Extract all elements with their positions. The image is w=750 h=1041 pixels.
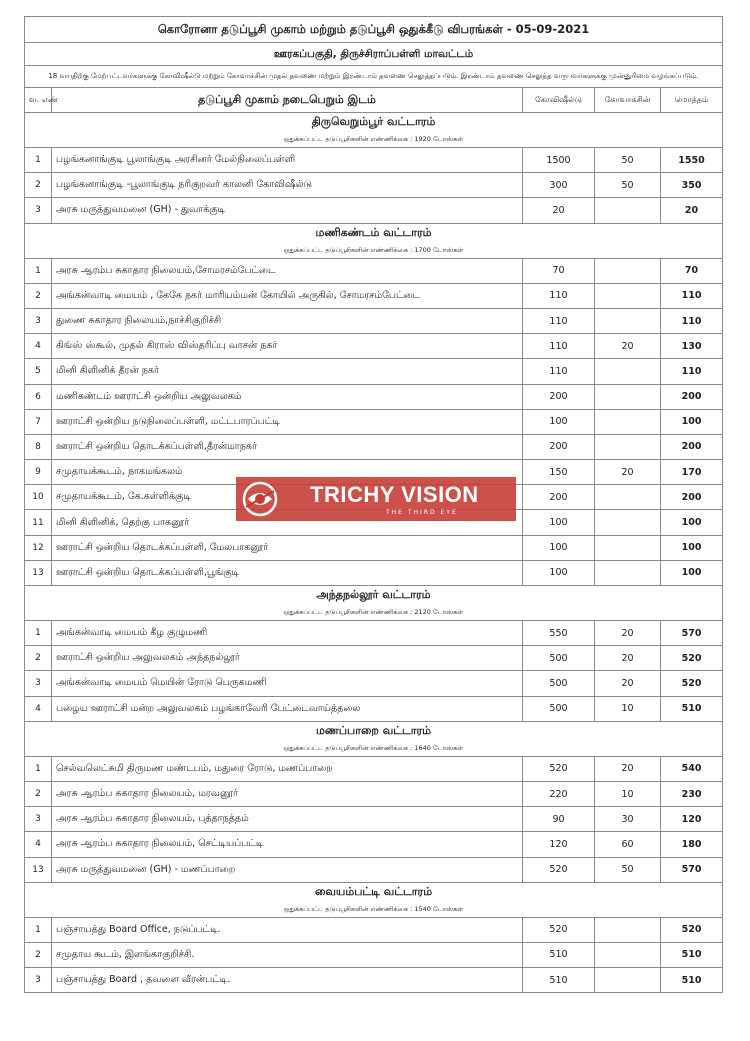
serial-number: 4 bbox=[25, 334, 52, 359]
block-name: வையம்பட்டி வட்டாரம் bbox=[25, 882, 723, 902]
serial-number: 7 bbox=[25, 409, 52, 434]
total-count: 100 bbox=[661, 409, 723, 434]
total-count: 520 bbox=[661, 917, 723, 942]
document-title: கொரோனா தடுப்பூசி முகாம் மற்றும் தடுப்பூசி ஒதுக்கீடு விபரங்கள் - 05-09-2021 bbox=[25, 17, 723, 43]
covaxin-count: 50 bbox=[595, 148, 661, 173]
covaxin-count bbox=[595, 409, 661, 434]
camp-location: சமுதாயக்கூடம், நாகமங்கலம் bbox=[52, 460, 523, 485]
covaxin-count bbox=[595, 535, 661, 560]
block-header-row bbox=[25, 882, 723, 902]
total-count: 100 bbox=[661, 560, 723, 585]
table-row bbox=[25, 148, 723, 173]
total-count: 100 bbox=[661, 510, 723, 535]
covaxin-count bbox=[595, 258, 661, 283]
covaxin-count: 20 bbox=[595, 334, 661, 359]
covishield-count: 100 bbox=[523, 535, 595, 560]
column-header-row bbox=[25, 88, 723, 113]
serial-number: 2 bbox=[25, 173, 52, 198]
camp-location: அரசு மருத்துவமனை (GH) - மணப்பாறை bbox=[52, 857, 523, 882]
table-row bbox=[25, 807, 723, 832]
covishield-count: 110 bbox=[523, 283, 595, 308]
serial-number: 3 bbox=[25, 968, 52, 993]
covishield-count: 150 bbox=[523, 460, 595, 485]
table-row bbox=[25, 968, 723, 993]
block-header-row bbox=[25, 586, 723, 606]
eye-logo-icon bbox=[242, 481, 278, 517]
camp-location: அரசு ஆரம்ப சுகாதார நிலையம்,சோமரசம்பேட்டை bbox=[52, 258, 523, 283]
table-row bbox=[25, 942, 723, 967]
column-header-covishield: கோவிஷீல்டு bbox=[523, 88, 595, 113]
block-allocation-row bbox=[25, 741, 723, 757]
covaxin-count bbox=[595, 434, 661, 459]
covaxin-count bbox=[595, 384, 661, 409]
covaxin-count bbox=[595, 917, 661, 942]
total-count: 200 bbox=[661, 434, 723, 459]
block-allocation-row bbox=[25, 605, 723, 621]
total-count: 120 bbox=[661, 807, 723, 832]
covaxin-count bbox=[595, 283, 661, 308]
serial-number: 11 bbox=[25, 510, 52, 535]
covaxin-count: 20 bbox=[595, 671, 661, 696]
block-allocation: ஒதுக்கப்பட்ட தடுப்பூசிகளின் எண்ணிக்கை : 1640 டோஸ்கள் bbox=[25, 741, 723, 757]
covishield-count: 100 bbox=[523, 560, 595, 585]
block-allocation-row bbox=[25, 132, 723, 148]
covishield-count: 220 bbox=[523, 781, 595, 806]
serial-number: 1 bbox=[25, 756, 52, 781]
block-header-row bbox=[25, 223, 723, 243]
watermark bbox=[236, 477, 516, 521]
table-row bbox=[25, 646, 723, 671]
covaxin-count: 10 bbox=[595, 781, 661, 806]
total-count: 570 bbox=[661, 857, 723, 882]
table-row bbox=[25, 621, 723, 646]
serial-number: 6 bbox=[25, 384, 52, 409]
camp-location: ஊராட்சி ஒன்றிய நடுநிலைப்பள்ளி, மட்டபாரப்பட்டி bbox=[52, 409, 523, 434]
table-row bbox=[25, 308, 723, 333]
total-count: 570 bbox=[661, 621, 723, 646]
camp-location: பஞ்சாயத்து Board , தவளை வீரன்பட்டி. bbox=[52, 968, 523, 993]
block-allocation: ஒதுக்கப்பட்ட தடுப்பூசிகளின் எண்ணிக்கை : 1920 டோஸ்கள் bbox=[25, 132, 723, 148]
covaxin-count: 20 bbox=[595, 756, 661, 781]
covishield-count: 520 bbox=[523, 917, 595, 942]
total-count: 70 bbox=[661, 258, 723, 283]
total-count: 1550 bbox=[661, 148, 723, 173]
table-row bbox=[25, 535, 723, 560]
camp-location: அரசு ஆரம்ப சுகாதார நிலையம், மரவனூர் bbox=[52, 781, 523, 806]
camp-location: அரசு ஆரம்ப சுகாதார நிலையம், செட்டியப்பட்டி bbox=[52, 832, 523, 857]
serial-number: 13 bbox=[25, 560, 52, 585]
covaxin-count bbox=[595, 942, 661, 967]
camp-location: ஊராட்சி ஒன்றிய தொடக்கப்பள்ளி,தீரன்மாநகர் bbox=[52, 434, 523, 459]
covaxin-count: 60 bbox=[595, 832, 661, 857]
total-count: 520 bbox=[661, 671, 723, 696]
covishield-count: 500 bbox=[523, 696, 595, 721]
camp-location: அரசு மருத்துவமனை (GH) - துவாக்குடி bbox=[52, 198, 523, 223]
serial-number: 3 bbox=[25, 807, 52, 832]
covaxin-count bbox=[595, 359, 661, 384]
serial-number: 5 bbox=[25, 359, 52, 384]
table-row bbox=[25, 781, 723, 806]
covaxin-count bbox=[595, 968, 661, 993]
table-row bbox=[25, 671, 723, 696]
camp-location: ஊராட்சி ஒன்றிய தொடக்கப்பள்ளி, மேலபாகனூர் bbox=[52, 535, 523, 560]
document-subtitle: ஊரகப்பகுதி, திருச்சிராப்பள்ளி மாவட்டம் bbox=[25, 43, 723, 66]
block-allocation: ஒதுக்கப்பட்ட தடுப்பூசிகளின் எண்ணிக்கை : 2120 டோஸ்கள் bbox=[25, 605, 723, 621]
covishield-count: 90 bbox=[523, 807, 595, 832]
camp-location: ஊராட்சி ஒன்றிய அலுவலகம் அந்தநல்லூர் bbox=[52, 646, 523, 671]
serial-number: 3 bbox=[25, 198, 52, 223]
total-count: 200 bbox=[661, 485, 723, 510]
table-row bbox=[25, 560, 723, 585]
block-allocation: ஒதுக்கப்பட்ட தடுப்பூசிகளின் எண்ணிக்கை : 1540 டோஸ்கள் bbox=[25, 902, 723, 918]
covishield-count: 510 bbox=[523, 968, 595, 993]
serial-number: 4 bbox=[25, 696, 52, 721]
camp-location: ஊராட்சி ஒன்றிய தொடக்கப்பள்ளி,பூங்குடி bbox=[52, 560, 523, 585]
camp-location: சமுதாயக்கூடம், கே.கள்ளிக்குடி bbox=[52, 485, 523, 510]
serial-number: 2 bbox=[25, 646, 52, 671]
serial-number: 2 bbox=[25, 942, 52, 967]
covishield-count: 550 bbox=[523, 621, 595, 646]
camp-location: பழங்கனாங்குடி பூலாங்குடி அரசினர் மேல்நிலைப்பள்ளி bbox=[52, 148, 523, 173]
column-header-covaxin: கோவாக்சின் bbox=[595, 88, 661, 113]
total-count: 170 bbox=[661, 460, 723, 485]
covishield-count: 510 bbox=[523, 942, 595, 967]
covaxin-count: 50 bbox=[595, 173, 661, 198]
block-name: மணப்பாறை வட்டாரம் bbox=[25, 721, 723, 741]
total-count: 230 bbox=[661, 781, 723, 806]
camp-location: செல்வலெட்சுமி திருமண மண்டபம், மதுரை ரோடு, மணப்பாறை bbox=[52, 756, 523, 781]
serial-number: 2 bbox=[25, 781, 52, 806]
total-count: 100 bbox=[661, 535, 723, 560]
total-count: 510 bbox=[661, 696, 723, 721]
column-header-sn: வ. எண் bbox=[25, 88, 52, 113]
camp-location: அரசு ஆரம்ப சுகாதார நிலையம், புத்தாநத்தம் bbox=[52, 807, 523, 832]
camp-location: பழைய ஊராட்சி மன்ற அலுவலகம் பழங்காவேரி பேட்டைவாய்த்தலை bbox=[52, 696, 523, 721]
block-allocation-row bbox=[25, 902, 723, 918]
table-row bbox=[25, 857, 723, 882]
block-header-row bbox=[25, 721, 723, 741]
camp-location: அங்கன்வாடி மையம் மெயின் ரோடு பெருகமணி bbox=[52, 671, 523, 696]
covishield-count: 1500 bbox=[523, 148, 595, 173]
covaxin-count: 20 bbox=[595, 621, 661, 646]
covishield-count: 300 bbox=[523, 173, 595, 198]
table-row bbox=[25, 832, 723, 857]
block-name: அந்தநல்லூர் வட்டாரம் bbox=[25, 586, 723, 606]
covaxin-count: 30 bbox=[595, 807, 661, 832]
covaxin-count: 20 bbox=[595, 460, 661, 485]
table-row bbox=[25, 258, 723, 283]
column-header-total: மொத்தம் bbox=[661, 88, 723, 113]
camp-location: துணை சுகாதார நிலையம்,நாச்சிகுறிச்சி bbox=[52, 308, 523, 333]
covishield-count: 200 bbox=[523, 485, 595, 510]
covaxin-count bbox=[595, 560, 661, 585]
camp-location: பஞ்சாயத்து Board Office, நடுப்பட்டி. bbox=[52, 917, 523, 942]
total-count: 180 bbox=[661, 832, 723, 857]
table-row bbox=[25, 409, 723, 434]
table-row bbox=[25, 434, 723, 459]
table-row bbox=[25, 384, 723, 409]
serial-number: 1 bbox=[25, 148, 52, 173]
watermark-brand: TRICHY VISION bbox=[310, 482, 479, 507]
camp-location: அங்கன்வாடி மையம் , கேகே நகர் மாரியம்மன் கோயில் அருகில், சோமரசம்பேட்டை bbox=[52, 283, 523, 308]
table-row bbox=[25, 756, 723, 781]
covishield-count: 500 bbox=[523, 671, 595, 696]
watermark-tagline: THE THIRD EYE bbox=[386, 509, 458, 516]
covishield-count: 110 bbox=[523, 334, 595, 359]
serial-number: 8 bbox=[25, 434, 52, 459]
block-allocation: ஒதுக்கப்பட்ட தடுப்பூசிகளின் எண்ணிக்கை : 1700 டோஸ்கள் bbox=[25, 243, 723, 259]
covishield-count: 100 bbox=[523, 409, 595, 434]
camp-location: பழங்கனாங்குடி -பூலாங்குடி நரிகுறவர் காலனி கோவிஷீல்டு bbox=[52, 173, 523, 198]
table-row bbox=[25, 198, 723, 223]
total-count: 510 bbox=[661, 942, 723, 967]
table-row bbox=[25, 696, 723, 721]
covishield-count: 20 bbox=[523, 198, 595, 223]
table-row bbox=[25, 917, 723, 942]
covishield-count: 200 bbox=[523, 434, 595, 459]
total-count: 110 bbox=[661, 283, 723, 308]
covishield-count: 520 bbox=[523, 756, 595, 781]
total-count: 200 bbox=[661, 384, 723, 409]
serial-number: 4 bbox=[25, 832, 52, 857]
total-count: 350 bbox=[661, 173, 723, 198]
covishield-count: 70 bbox=[523, 258, 595, 283]
column-header-place: தடுப்பூசி முகாம் நடைபெறும் இடம் bbox=[52, 88, 523, 113]
table-row bbox=[25, 359, 723, 384]
table-row bbox=[25, 334, 723, 359]
block-header-row bbox=[25, 113, 723, 133]
covishield-count: 520 bbox=[523, 857, 595, 882]
serial-number: 3 bbox=[25, 671, 52, 696]
serial-number: 1 bbox=[25, 917, 52, 942]
total-count: 130 bbox=[661, 334, 723, 359]
covishield-count: 110 bbox=[523, 308, 595, 333]
camp-location: அங்கன்வாடி மையம் கீழ குழுமணி bbox=[52, 621, 523, 646]
table-row bbox=[25, 173, 723, 198]
serial-number: 2 bbox=[25, 283, 52, 308]
covishield-count: 110 bbox=[523, 359, 595, 384]
block-name: திருவெறும்பூர் வட்டாரம் bbox=[25, 113, 723, 133]
covishield-count: 120 bbox=[523, 832, 595, 857]
total-count: 520 bbox=[661, 646, 723, 671]
total-count: 510 bbox=[661, 968, 723, 993]
covaxin-count: 50 bbox=[595, 857, 661, 882]
serial-number: 10 bbox=[25, 485, 52, 510]
total-count: 110 bbox=[661, 359, 723, 384]
covaxin-count bbox=[595, 198, 661, 223]
serial-number: 1 bbox=[25, 258, 52, 283]
total-count: 110 bbox=[661, 308, 723, 333]
document-note: 18 வயதிற்கு மேற்பட்டவர்களுக்கு கோவிஷீல்டு மற்றும் கோவாக்சின் முதல் தவணை மற்றும் இரண்டாம் தவணை செலுத்தப்படும். இரண்டாம் தவணை செலுத்த வருபவர்களுக்கு முன்னுரிமை வழங்கப்படும். bbox=[25, 66, 723, 88]
camp-location: மினி கிளினிக் தீரன் நகர் bbox=[52, 359, 523, 384]
serial-number: 3 bbox=[25, 308, 52, 333]
table-row bbox=[25, 283, 723, 308]
covaxin-count bbox=[595, 485, 661, 510]
camp-location: மணிகண்டம் ஊராட்சி ஒன்றிய அலுவலகம் bbox=[52, 384, 523, 409]
total-count: 20 bbox=[661, 198, 723, 223]
camp-location: கிங்ஸ் ஸ்கூல், முதல் கிராஸ் விஸ்தரிப்பு வாசன் நகர் bbox=[52, 334, 523, 359]
covishield-count: 200 bbox=[523, 384, 595, 409]
covaxin-count bbox=[595, 510, 661, 535]
camp-location: மினி கிளினிக், தெற்கு பாகனூர் bbox=[52, 510, 523, 535]
total-count: 540 bbox=[661, 756, 723, 781]
camp-location: சமுதாய கூடம், இளங்காகுறிச்சி. bbox=[52, 942, 523, 967]
block-name: மணிகண்டம் வட்டாரம் bbox=[25, 223, 723, 243]
covaxin-count: 10 bbox=[595, 696, 661, 721]
covaxin-count: 20 bbox=[595, 646, 661, 671]
serial-number: 13 bbox=[25, 857, 52, 882]
block-allocation-row bbox=[25, 243, 723, 259]
covishield-count: 500 bbox=[523, 646, 595, 671]
covaxin-count bbox=[595, 308, 661, 333]
serial-number: 9 bbox=[25, 460, 52, 485]
serial-number: 1 bbox=[25, 621, 52, 646]
serial-number: 12 bbox=[25, 535, 52, 560]
covishield-count: 100 bbox=[523, 510, 595, 535]
